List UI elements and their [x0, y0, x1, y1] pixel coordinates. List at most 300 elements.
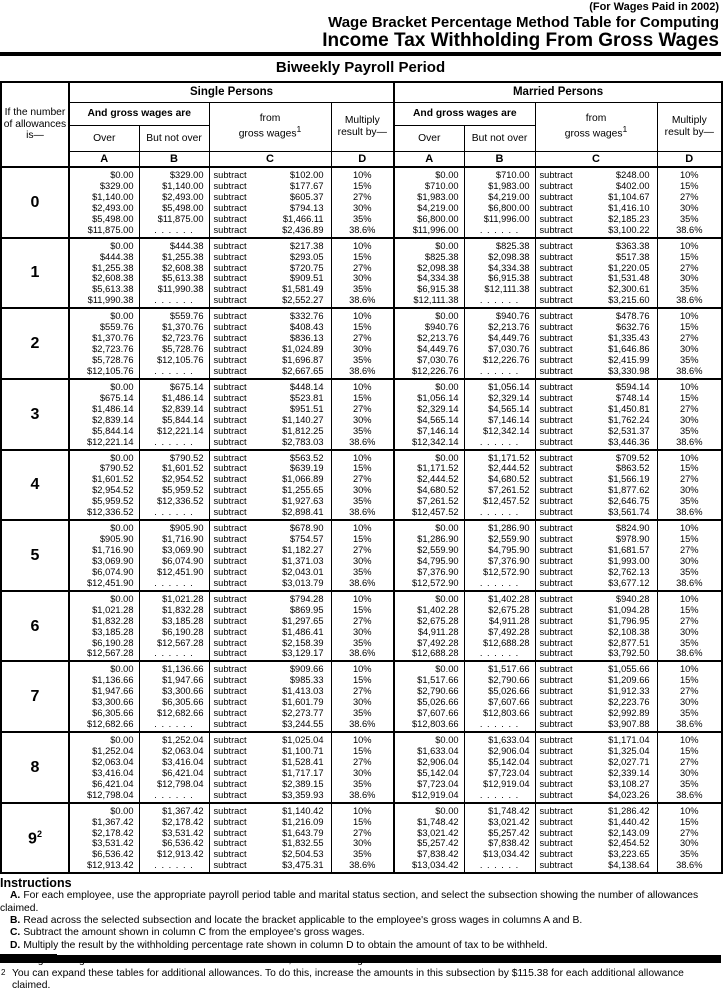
subtract-line: [210, 849, 331, 860]
subtract-amount: $517.38: [615, 251, 650, 262]
over-amount: $0.00: [435, 523, 459, 534]
not-over-amount: . . . . . .: [479, 436, 520, 447]
allowance-row-6: [1, 591, 722, 662]
subtract-amount: $1,171.04: [608, 735, 650, 745]
subtract-word: subtract: [213, 213, 247, 224]
percentage-value: 15%: [679, 604, 699, 615]
single-over-amounts: [69, 803, 139, 874]
subtract-word: subtract: [539, 311, 573, 322]
subtract-word: subtract: [539, 180, 573, 191]
percentage-value: 10%: [679, 170, 699, 180]
allowance-number-text: 1: [30, 264, 40, 282]
single-subtract-amounts: [209, 661, 331, 732]
allowance-row-4: [1, 450, 722, 521]
subtract-amount: $1,581.49: [282, 284, 324, 295]
subtract-word: subtract: [213, 778, 247, 789]
percentage-value: 38.6%: [676, 860, 703, 871]
not-over-amount: . . . . . .: [479, 365, 520, 376]
over-amount: $1,171.52: [417, 463, 459, 474]
subtract-word: subtract: [539, 697, 573, 708]
subtract-word: subtract: [213, 224, 247, 235]
single-multiply-percentages: [331, 732, 394, 803]
percentage-value: 27%: [679, 686, 699, 697]
subtract-amount: $1,025.04: [282, 735, 324, 745]
subtract-word: subtract: [539, 778, 573, 789]
subtract-line: [210, 273, 331, 284]
not-over-amount: $1,056.14: [488, 381, 530, 392]
subtract-word: subtract: [539, 745, 573, 756]
over-amount: $559.76: [99, 322, 134, 333]
subtract-word: subtract: [539, 838, 573, 849]
subtract-line: [536, 344, 657, 355]
over-amount: $2,213.76: [417, 333, 459, 344]
single-multiply-percentages: [331, 308, 394, 379]
over-amount: $4,565.14: [417, 414, 459, 425]
not-over-amount: $1,716.90: [162, 534, 204, 545]
subtract-word: subtract: [539, 273, 573, 284]
subtract-line: [536, 426, 657, 437]
not-over-amount: $905.90: [169, 523, 204, 534]
married-over-amounts: [394, 803, 464, 874]
subtract-amount: $2,783.03: [282, 436, 324, 447]
allowance-number-text: 3: [30, 405, 40, 423]
not-over-amount: $12,105.76: [156, 355, 204, 365]
over-amount: $2,608.38: [92, 273, 134, 284]
subtract-amount: $2,027.71: [608, 756, 650, 767]
not-over-amount: . . . . . .: [479, 224, 520, 235]
subtract-line: [210, 474, 331, 485]
subtract-line: [210, 453, 331, 464]
percentage-value: 27%: [352, 615, 372, 626]
married-multiply-percentages: [657, 520, 722, 591]
over-amount: $12,105.76: [86, 365, 134, 376]
over-amount: $6,421.04: [92, 778, 134, 789]
not-over-amount: $11,990.38: [157, 284, 204, 295]
not-over-amount: . . . . . .: [154, 719, 194, 730]
percentage-value: 30%: [679, 273, 699, 284]
percentage-value: 38.6%: [349, 365, 376, 376]
over-amount: $3,069.90: [92, 555, 134, 566]
not-over-amount: $559.76: [169, 311, 204, 322]
over-amount: $1,136.66: [92, 675, 134, 686]
subtract-line: [210, 648, 331, 659]
subtract-line: [536, 768, 657, 779]
over-amount: $0.00: [110, 311, 134, 322]
subtract-word: subtract: [213, 534, 247, 545]
over-amount: $1,370.76: [92, 333, 134, 344]
allowance-row-9: [1, 803, 722, 874]
subtract-amount: $3,446.36: [608, 436, 650, 447]
subtract-amount: $1,646.86: [608, 344, 650, 355]
married-not-over-amounts: [464, 661, 535, 732]
over-amount: $0.00: [110, 593, 134, 604]
subtract-amount: $1,466.11: [282, 213, 324, 224]
not-over-amount: . . . . . .: [154, 860, 194, 871]
percentage-value: 27%: [352, 191, 372, 202]
single-not-over-amounts: [139, 450, 209, 521]
subtract-amount: $951.51: [289, 403, 324, 414]
subtract-word: subtract: [539, 686, 573, 697]
subtract-amount: $1,371.03: [282, 555, 324, 566]
percentage-value: 35%: [679, 637, 699, 648]
subtract-word: subtract: [213, 735, 247, 745]
subtract-word: subtract: [539, 496, 573, 507]
instruction-item-c: [0, 927, 719, 939]
subtract-line: [210, 393, 331, 404]
percentage-value: 15%: [679, 534, 699, 545]
subtract-amount: $2,436.89: [282, 224, 324, 235]
subtract-line: [210, 485, 331, 496]
over-amount: $12,567.28: [86, 648, 134, 659]
over-amount: $2,559.90: [417, 545, 459, 555]
subtract-word: subtract: [213, 240, 247, 251]
subtract-word: subtract: [213, 719, 247, 730]
subtract-line: [210, 496, 331, 507]
subtract-line: [536, 594, 657, 605]
over-amount: $1,601.52: [92, 474, 134, 485]
subtract-amount: $2,992.89: [608, 708, 650, 719]
subtract-line: [210, 170, 331, 181]
subtract-word: subtract: [539, 555, 573, 566]
subtract-line: [536, 203, 657, 214]
over-amount: $4,449.76: [417, 344, 459, 355]
subtract-line: [536, 507, 657, 518]
married-persons-header: Married Persons: [394, 82, 722, 102]
subtract-word: subtract: [539, 708, 573, 719]
not-over-amount: $2,178.42: [162, 816, 204, 827]
column-letter-b: B: [464, 151, 535, 167]
percentage-value: 30%: [352, 344, 372, 355]
not-over-amount: $11,875.00: [157, 213, 204, 224]
not-over-amount: $2,213.76: [488, 322, 530, 333]
instruction-letter: C.: [10, 927, 21, 939]
subtract-line: [536, 817, 657, 828]
not-over-amount: $12,342.14: [483, 425, 530, 436]
subtract-line: [536, 556, 657, 567]
percentage-value: 38.6%: [349, 577, 376, 588]
subtract-line: [210, 605, 331, 616]
subtract-line: [210, 806, 331, 817]
subtract-word: subtract: [213, 170, 247, 180]
subtract-word: subtract: [213, 745, 247, 756]
allowance-number-text: 5: [30, 546, 40, 564]
married-not-over-amounts: [464, 520, 535, 591]
not-over-amount: $7,030.76: [488, 344, 530, 355]
not-over-amount: $7,607.66: [488, 697, 530, 708]
subtract-word: subtract: [539, 827, 573, 838]
subtract-line: [536, 697, 657, 708]
single-over-amounts: [69, 379, 139, 450]
subtract-amount: $2,667.65: [282, 365, 324, 376]
subtract-amount: $2,158.39: [282, 637, 324, 648]
not-over-amount: $12,688.28: [483, 637, 530, 648]
not-over-amount: . . . . . .: [154, 365, 194, 376]
over-amount: $4,795.90: [417, 555, 459, 566]
not-over-amount: . . . . . .: [154, 436, 194, 447]
subtract-amount: $1,416.10: [608, 202, 650, 213]
married-over-header: Over: [394, 125, 464, 151]
not-over-amount: $5,613.38: [162, 273, 204, 284]
subtract-line: [536, 605, 657, 616]
subtract-word: subtract: [213, 686, 247, 697]
subtract-line: [536, 453, 657, 464]
single-over-amounts: [69, 238, 139, 309]
percentage-value: 10%: [679, 523, 699, 534]
title-block: [0, 0, 721, 51]
subtract-word: subtract: [539, 392, 573, 403]
subtract-line: [210, 567, 331, 578]
from-word: from: [585, 112, 607, 124]
subtract-word: subtract: [213, 191, 247, 202]
percentage-value: 30%: [352, 838, 372, 849]
not-over-amount: $4,219.00: [488, 191, 530, 202]
subtract-word: subtract: [539, 507, 573, 518]
over-amount: $7,492.28: [417, 637, 459, 648]
married-subtract-amounts: [535, 450, 657, 521]
not-over-amount: $2,493.00: [162, 191, 204, 202]
subtract-word: subtract: [539, 767, 573, 778]
not-over-amount: $6,190.28: [162, 626, 204, 637]
married-multiply-percentages: [657, 661, 722, 732]
percentage-value: 15%: [352, 463, 372, 474]
not-over-amount: $1,255.38: [162, 251, 204, 262]
not-over-amount: $1,517.66: [488, 664, 530, 675]
over-amount: $6,074.90: [92, 566, 134, 577]
percentage-value: 27%: [679, 545, 699, 555]
percentage-value: 30%: [679, 202, 699, 213]
subtract-line: [210, 768, 331, 779]
subtract-line: [536, 616, 657, 627]
over-amount: $0.00: [435, 381, 459, 392]
subtract-amount: $709.52: [615, 452, 650, 463]
not-over-amount: $329.00: [169, 170, 204, 180]
subtract-line: [210, 366, 331, 377]
over-amount: $2,098.38: [417, 262, 459, 273]
subtract-word: subtract: [539, 648, 573, 659]
over-amount: $0.00: [110, 523, 134, 534]
subtract-line: [536, 675, 657, 686]
over-amount: $1,056.14: [417, 392, 459, 403]
over-amount: $2,790.66: [417, 686, 459, 697]
not-over-amount: . . . . . .: [479, 507, 520, 518]
subtract-amount: $2,043.01: [282, 566, 324, 577]
subtract-line: [536, 686, 657, 697]
subtract-word: subtract: [213, 697, 247, 708]
table-title-line1: Wage Bracket Percentage Method Table for Computing: [328, 14, 719, 31]
instruction-item-b: [0, 915, 719, 927]
married-not-over-amounts: [464, 379, 535, 450]
subtract-amount: $1,255.65: [282, 485, 324, 496]
subtract-line: [210, 241, 331, 252]
subtract-word: subtract: [213, 344, 247, 355]
single-multiply-header: Multiply result by—: [331, 102, 394, 151]
not-over-amount: $4,911.28: [488, 615, 530, 626]
subtract-word: subtract: [539, 240, 573, 251]
subtract-word: subtract: [539, 615, 573, 626]
not-over-amount: $940.76: [495, 311, 530, 322]
not-over-amount: . . . . . .: [479, 719, 520, 730]
over-amount: $1,832.28: [92, 615, 134, 626]
percentage-value: 10%: [679, 805, 699, 816]
percentage-value: 38.6%: [349, 860, 376, 871]
single-multiply-percentages: [331, 661, 394, 732]
subtract-word: subtract: [539, 425, 573, 436]
over-amount: $12,572.90: [412, 577, 459, 588]
subtract-word: subtract: [539, 414, 573, 425]
subtract-amount: $1,877.62: [608, 485, 650, 496]
percentage-value: 27%: [679, 191, 699, 202]
not-over-amount: $3,069.90: [162, 545, 204, 555]
subtract-amount: $1,055.66: [608, 664, 650, 675]
over-amount: $2,675.28: [417, 615, 459, 626]
subtract-amount: $2,531.37: [608, 425, 650, 436]
subtract-line: [536, 806, 657, 817]
single-subtract-amounts: [209, 520, 331, 591]
subtract-word: subtract: [213, 365, 247, 376]
over-amount: $2,444.52: [417, 474, 459, 485]
column-letter-d: D: [331, 151, 394, 167]
married-subtract-amounts: [535, 520, 657, 591]
subtract-line: [536, 719, 657, 730]
over-amount: $0.00: [110, 170, 134, 180]
over-amount: $12,913.42: [86, 860, 134, 871]
over-amount: $2,906.04: [417, 756, 459, 767]
subtract-line: [210, 382, 331, 393]
percentage-value: 10%: [352, 170, 372, 180]
over-amount: $1,983.00: [417, 191, 459, 202]
subtract-word: subtract: [213, 593, 247, 604]
over-amount: $1,252.04: [92, 745, 134, 756]
subtract-line: [536, 790, 657, 801]
percentage-value: 35%: [352, 425, 372, 436]
percentage-value: 10%: [352, 805, 372, 816]
not-over-amount: $3,185.28: [162, 615, 204, 626]
percentage-value: 35%: [352, 566, 372, 577]
subtract-amount: $448.14: [289, 381, 324, 392]
subtract-amount: $1,912.33: [608, 686, 650, 697]
percentage-value: 27%: [352, 545, 372, 555]
over-amount: $0.00: [435, 240, 459, 251]
not-over-amount: $5,142.04: [488, 756, 530, 767]
percentage-value: 35%: [679, 213, 699, 224]
subtract-word: subtract: [539, 355, 573, 365]
not-over-amount: $1,947.66: [162, 675, 204, 686]
table-body: [1, 167, 722, 873]
single-subtract-amounts: [209, 379, 331, 450]
not-over-amount: $2,063.04: [162, 745, 204, 756]
subtract-amount: $2,273.77: [282, 708, 324, 719]
married-not-over-header: But not over: [464, 125, 535, 151]
subtract-word: subtract: [213, 555, 247, 566]
allowance-number-text: 7: [30, 688, 40, 706]
single-not-over-amounts: [139, 732, 209, 803]
subtract-word: subtract: [539, 849, 573, 860]
percentage-value: 10%: [352, 311, 372, 322]
subtract-word: subtract: [213, 664, 247, 675]
single-subtract-amounts: [209, 308, 331, 379]
subtract-amount: $1,643.79: [282, 827, 324, 838]
subtract-word: subtract: [213, 507, 247, 518]
percentage-value: 27%: [352, 262, 372, 273]
not-over-amount: $6,536.42: [162, 838, 204, 849]
subtract-amount: $478.76: [615, 311, 650, 322]
subtract-word: subtract: [539, 719, 573, 730]
subtract-word: subtract: [213, 414, 247, 425]
percentage-value: 38.6%: [676, 507, 703, 518]
percentage-value: 15%: [352, 322, 372, 333]
subtract-amount: $720.75: [289, 262, 324, 273]
not-over-amount: $825.38: [495, 240, 530, 251]
single-multiply-percentages: [331, 238, 394, 309]
allowance-number: [1, 732, 69, 803]
over-amount: $710.00: [424, 180, 459, 191]
married-multiply-percentages: [657, 591, 722, 662]
over-amount: $2,063.04: [92, 756, 134, 767]
footnote-2: [0, 968, 719, 993]
subtract-word: subtract: [213, 463, 247, 474]
married-not-over-amounts: [464, 450, 535, 521]
percentage-value: 38.6%: [349, 436, 376, 447]
percentage-value: 35%: [679, 284, 699, 295]
subtract-amount: $632.76: [615, 322, 650, 333]
percentage-value: 15%: [679, 322, 699, 333]
not-over-amount: $5,959.52: [162, 485, 204, 496]
subtract-word: subtract: [213, 648, 247, 659]
subtract-word: subtract: [213, 604, 247, 615]
not-over-amount: . . . . . .: [154, 789, 194, 800]
subtract-line: [536, 849, 657, 860]
not-over-amount: $12,336.52: [156, 496, 204, 507]
subtract-word: subtract: [539, 224, 573, 235]
subtract-amount: $1,216.09: [282, 816, 324, 827]
subtract-word: subtract: [539, 381, 573, 392]
single-not-over-amounts: [139, 591, 209, 662]
subtract-amount: $3,792.50: [608, 648, 650, 659]
married-subtract-amounts: [535, 591, 657, 662]
subtract-line: [210, 404, 331, 415]
subtract-line: [210, 746, 331, 757]
over-amount: $12,798.04: [86, 789, 134, 800]
subtract-word: subtract: [539, 191, 573, 202]
over-amount: $0.00: [435, 452, 459, 463]
percentage-value: 15%: [679, 180, 699, 191]
subtract-line: [536, 496, 657, 507]
over-amount: $3,021.42: [417, 827, 459, 838]
over-amount: $7,838.42: [417, 849, 459, 860]
married-multiply-percentages: [657, 167, 722, 238]
subtract-amount: $1,681.57: [608, 545, 650, 555]
subtract-word: subtract: [539, 664, 573, 675]
percentage-value: 38.6%: [349, 224, 376, 235]
over-amount: $940.76: [424, 322, 459, 333]
subtract-line: [536, 523, 657, 534]
not-over-amount: . . . . . .: [154, 224, 194, 235]
subtract-line: [210, 426, 331, 437]
over-amount: $12,682.66: [86, 719, 134, 730]
footnote-1-marker: 1: [296, 124, 302, 135]
subtract-word: subtract: [539, 322, 573, 333]
single-multiply-percentages: [331, 803, 394, 874]
allowance-number: [1, 238, 69, 309]
not-over-amount: $4,334.38: [488, 262, 530, 273]
single-subtract-amounts: [209, 238, 331, 309]
over-amount: $1,140.00: [92, 191, 134, 202]
married-subtract-amounts: [535, 238, 657, 309]
not-over-amount: $12,798.04: [156, 778, 204, 789]
subtract-amount: $824.90: [615, 523, 650, 534]
married-not-over-amounts: [464, 308, 535, 379]
over-amount: $790.52: [99, 463, 134, 474]
